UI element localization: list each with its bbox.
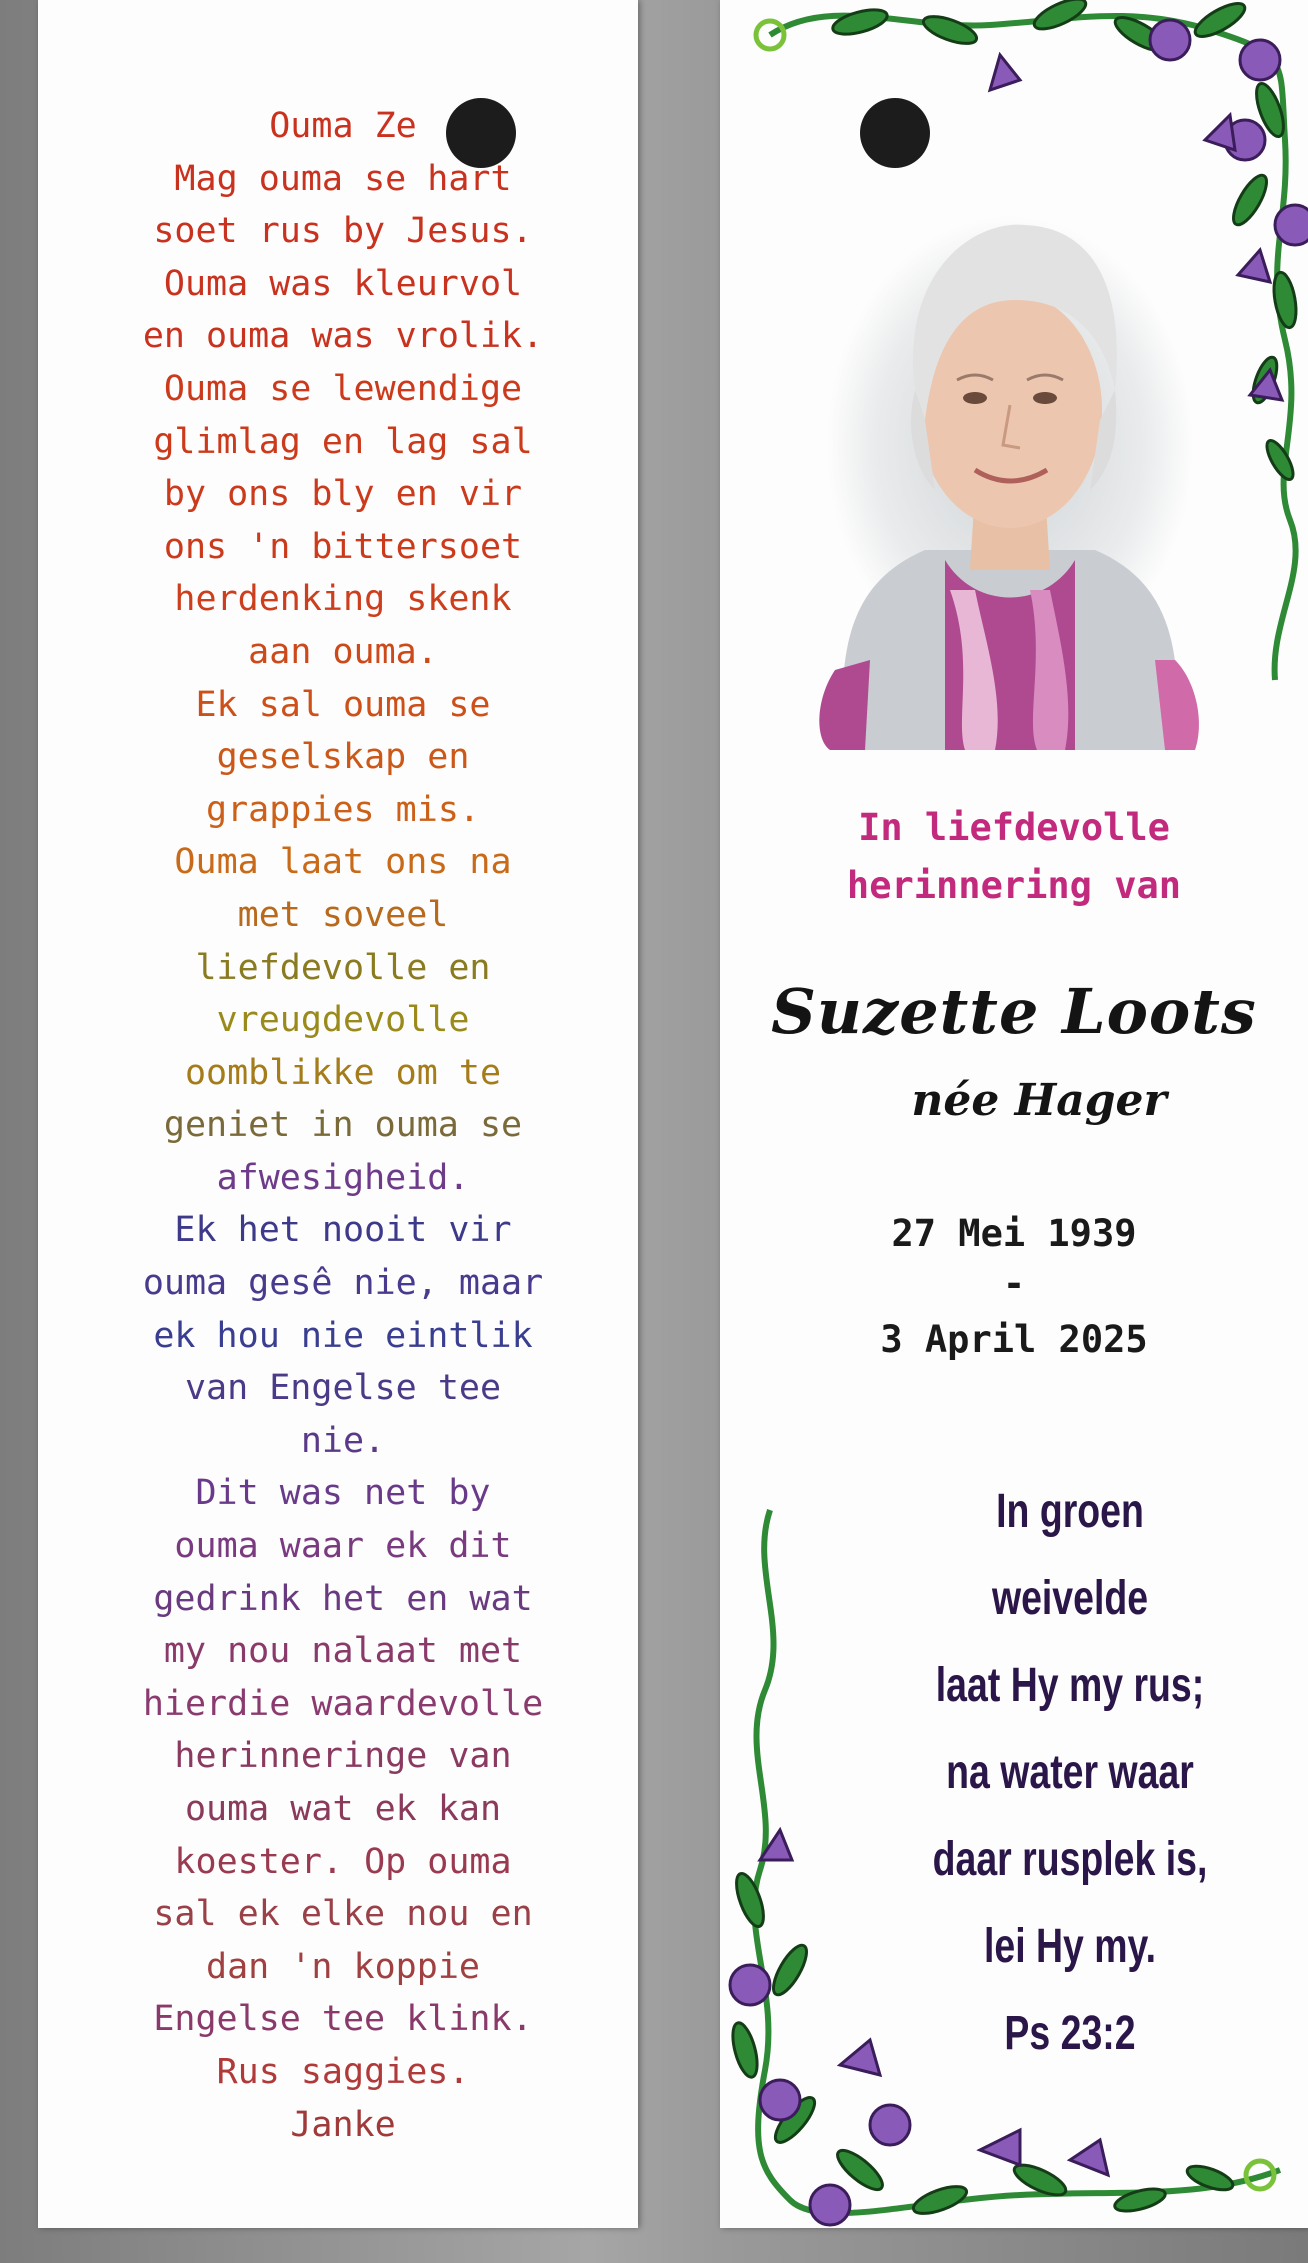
poem-line: Ek het nooit vir [174, 1210, 512, 1251]
poem-line: my nou nalaat met [163, 1631, 523, 1672]
poem-line: herdenking skenk [174, 579, 512, 620]
poem-line: by ons bly en vir [163, 474, 523, 515]
right-bookmark [720, 0, 1308, 2228]
poem-line: ouma gesê nie, maar [142, 1263, 544, 1304]
poem-line: en ouma was vrolik. [142, 316, 544, 357]
verse-reference: Ps 23:2 [1004, 2007, 1136, 2060]
poem-line: Mag ouma se hart [174, 158, 512, 199]
poem-line: vreugdevolle [216, 1000, 470, 1041]
poem-line: Ouma laat ons na [174, 842, 512, 883]
floral-vine-bottom-decoration [720, 1510, 1308, 2228]
left-bookmark [38, 0, 638, 2228]
memorial-subtitle-line2: herinnering van [846, 864, 1182, 907]
poem-line: hierdie waardevolle [142, 1683, 544, 1724]
poem-line: oomblikke om te [184, 1052, 502, 1093]
poem-line: ons 'n bittersoet [163, 526, 523, 567]
poem-line: nie. [300, 1420, 386, 1461]
poem-line: Ek sal ouma se [195, 684, 491, 725]
poem-line: dan 'n koppie [206, 1946, 480, 1987]
poem-line: Ouma se lewendige [163, 368, 523, 409]
birth-date: 27 Mei 1939 [891, 1212, 1137, 1255]
poem-line: Janke [290, 2104, 396, 2145]
verse-line: weivelde [991, 1572, 1149, 1625]
tribute-poem [78, 100, 608, 2151]
poem-line: Rus saggies. [216, 2051, 470, 2092]
poem-line: ouma wat ek kan [184, 1789, 502, 1829]
poem-line: Ouma was kleurvol [163, 263, 523, 304]
deceased-name: Suzette Loots [771, 975, 1257, 1048]
poem-line: geniet in ouma se [163, 1105, 523, 1146]
poem-line: afwesigheid. [216, 1157, 470, 1198]
date-separator: - [1002, 1262, 1026, 1305]
poem-line: Engelse tee klink. [153, 1999, 533, 2040]
poem-line: glimlag en lag sal [153, 421, 533, 462]
verse-line: In groen [996, 1485, 1144, 1538]
portrait-photo [775, 140, 1245, 750]
memorial-subtitle-line1: In liefdevolle [858, 806, 1170, 849]
poem-line: soet rus by Jesus. [153, 211, 533, 252]
verse-line: daar rusplek is, [932, 1833, 1208, 1886]
poem-line: ek hou nie eintlik [153, 1315, 533, 1356]
poem-line: liefdevolle en [195, 947, 491, 988]
poem-line: aan ouma. [248, 631, 438, 672]
poem-line: met soveel [237, 894, 449, 935]
maiden-name: née Hager [911, 1075, 1167, 1126]
poem-line: Dit was net by [195, 1473, 491, 1514]
poem-line: grappies mis. [206, 789, 480, 830]
poem-line: ouma waar ek dit [174, 1526, 512, 1567]
poem-line: geselskap en [216, 737, 470, 778]
poem-line: herinneringe van [174, 1736, 512, 1777]
poem-line: koester. Op ouma [174, 1841, 512, 1882]
verse-line: na water waar [946, 1746, 1194, 1799]
poem-line: gedrink het en wat [153, 1578, 533, 1619]
death-date: 3 April 2025 [880, 1318, 1148, 1361]
verse-line: laat Hy my rus; [935, 1659, 1205, 1712]
poem-line: Ouma Ze [269, 106, 417, 146]
poem-line: sal ek elke nou en [153, 1894, 533, 1935]
poem-line: van Engelse tee [184, 1368, 502, 1409]
verse-line: lei Hy my. [983, 1920, 1157, 1973]
